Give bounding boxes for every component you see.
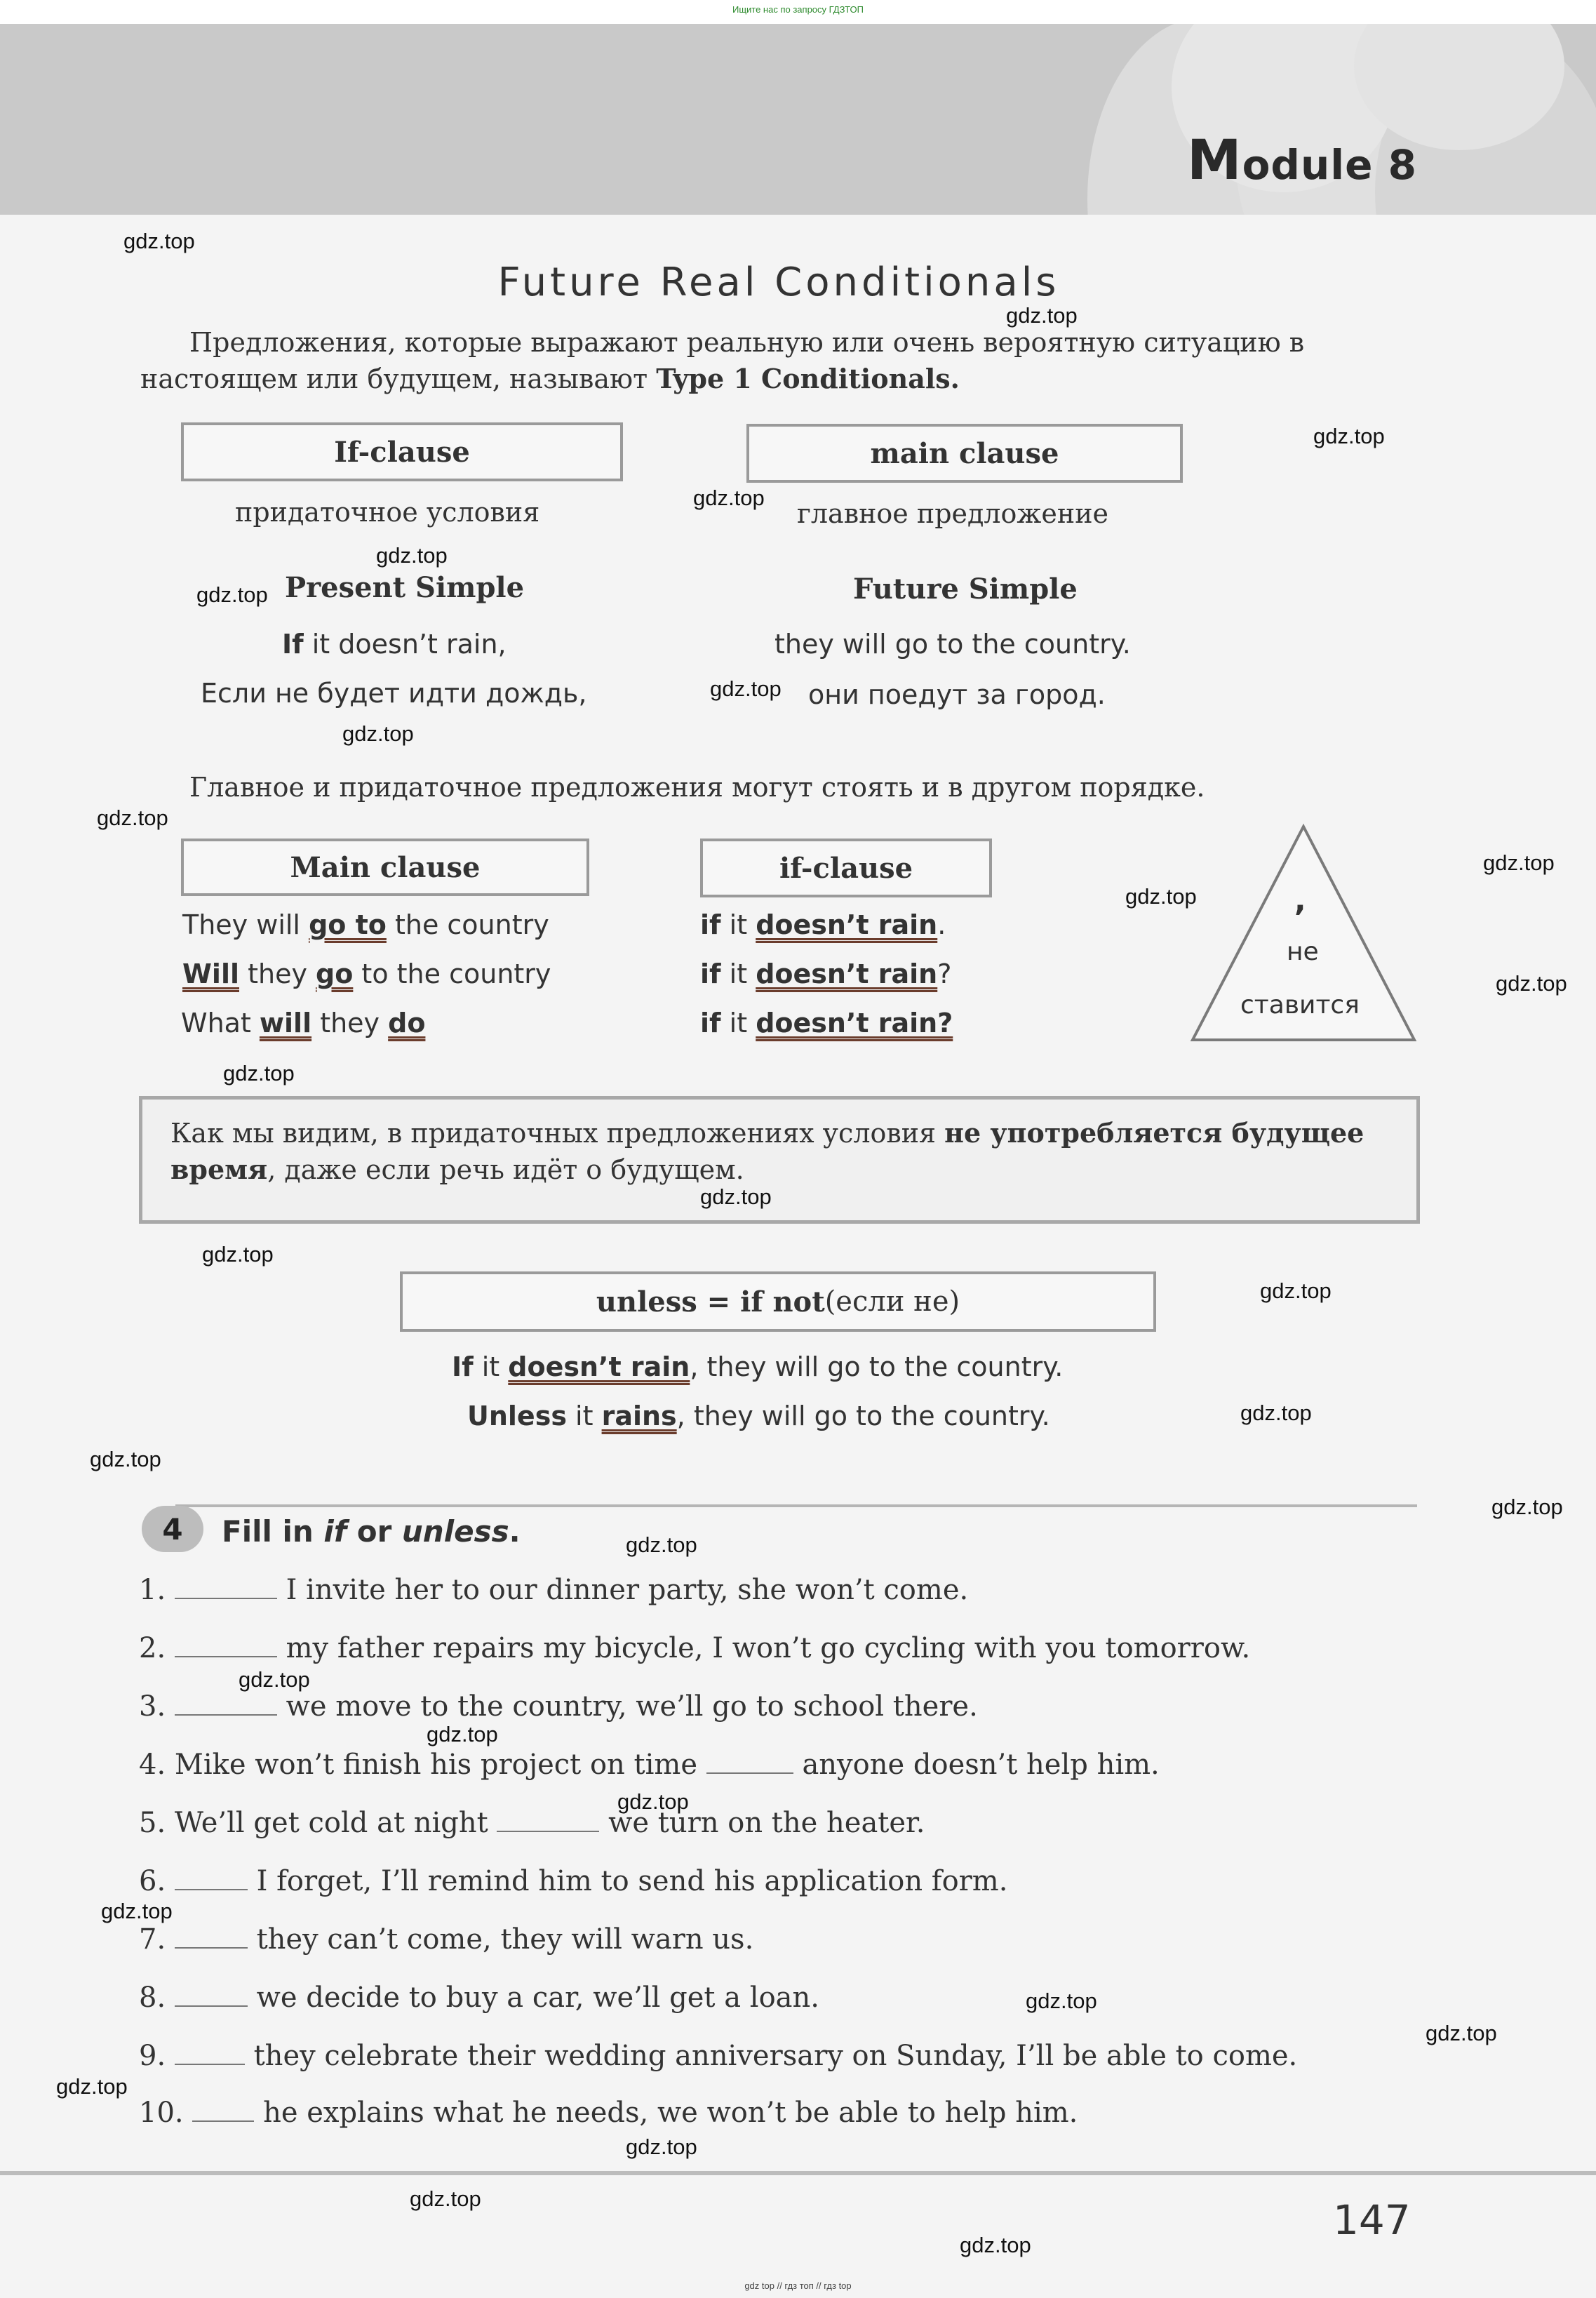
watermark: gdz.top: [202, 1242, 274, 1267]
exercise-item-10: 10. he explains what he needs, we won’t be able to help him.: [139, 2097, 1078, 2129]
exercise-divider: [175, 1504, 1417, 1507]
watermark: gdz.top: [376, 543, 448, 568]
example-row-2-main: Will they go to the country: [182, 958, 551, 989]
main-clause-box: main clause: [746, 424, 1183, 483]
present-simple-label: Present Simple: [285, 571, 525, 604]
watermark: gdz.top: [710, 676, 782, 701]
exercise-item-5: 5. We’ll get cold at night we turn on the heater.: [139, 1807, 925, 1839]
watermark: gdz.top: [427, 1722, 498, 1746]
triangle-text-stavitsya: ставится: [1240, 991, 1360, 1020]
future-simple-label: Future Simple: [853, 573, 1078, 606]
example-row-1-main: They will go to the country: [182, 909, 549, 940]
watermark: gdz.top: [101, 1899, 173, 1923]
watermark: gdz.top: [960, 2233, 1031, 2257]
watermark: gdz.top: [123, 229, 195, 253]
exercise-number-badge: 4: [142, 1506, 203, 1552]
watermark: gdz.top: [223, 1061, 295, 1085]
footer-note: gdz top // гдз топ // гдз top: [744, 2280, 852, 2291]
watermark: gdz.top: [196, 582, 268, 607]
main-example-ru: они поедут за город.: [808, 679, 1106, 710]
watermark: gdz.top: [410, 2186, 481, 2211]
if-clause-box: If-clause: [181, 422, 623, 481]
example-row-3-main: What will they do: [181, 1008, 426, 1038]
module-header: [0, 24, 1596, 215]
watermark: gdz.top: [239, 1667, 310, 1692]
watermark: gdz.top: [1125, 884, 1197, 909]
watermark: gdz.top: [1006, 303, 1078, 328]
if-clause-ru: придаточное условия: [235, 497, 540, 528]
watermark: gdz.top: [1496, 971, 1567, 996]
watermark: gdz.top: [97, 806, 168, 830]
watermark: gdz.top: [56, 2074, 128, 2099]
section-title: Future Real Conditionals: [497, 260, 1060, 305]
watermark: gdz.top: [1483, 850, 1555, 875]
watermark: gdz.top: [1026, 1989, 1097, 2013]
example-row-3-if: if it doesn’t rain?: [700, 1008, 953, 1038]
example-row-1-if: if it doesn’t rain.: [700, 909, 946, 940]
if-clause-box-2: if-clause: [700, 839, 992, 897]
triangle-comma: ,: [1294, 883, 1306, 918]
exercise-item-7: 7. they can’t come, they will warn us.: [139, 1923, 754, 1956]
watermark: gdz.top: [1491, 1495, 1563, 1519]
watermark: gdz.top: [1313, 424, 1385, 448]
top-note: Ищите нас по запросу ГДЗТОП: [732, 4, 864, 15]
unless-example-1: If it doesn’t rain, they will go to the country.: [452, 1351, 1064, 1382]
watermark: gdz.top: [693, 486, 765, 510]
unless-box: unless = if not (если не): [400, 1271, 1156, 1332]
example-row-2-if: if it doesn’t rain?: [700, 958, 952, 989]
intro-paragraph: Предложения, которые выражают реальную или очень вероятную ситуацию в настоящем или будущем, называют Type 1 Conditionals.: [140, 327, 1305, 394]
note-box: Как мы видим, в придаточных предложениях условия не употребляется будущее время, даже если речь идёт о будущем.: [139, 1096, 1420, 1224]
exercise-item-6: 6. I forget, I’ll remind him to send his application form.: [139, 1865, 1008, 1897]
watermark: gdz.top: [1240, 1401, 1312, 1425]
if-example-ru: Если не будет идти дождь,: [201, 678, 587, 709]
main-example: they will go to the country.: [774, 629, 1131, 660]
watermark: gdz.top: [626, 1532, 697, 1557]
watermark: gdz.top: [626, 2135, 697, 2159]
page-number: 147: [1333, 2196, 1411, 2244]
main-clause-box-2: Main clause: [181, 839, 589, 896]
watermark: gdz.top: [617, 1789, 689, 1814]
exercise-item-9: 9. they celebrate their wedding anniversary on Sunday, I’ll be able to come.: [139, 2040, 1298, 2072]
if-example: If it doesn’t rain,: [282, 629, 507, 660]
watermark: gdz.top: [1260, 1278, 1332, 1303]
unless-example-2: Unless it rains, they will go to the country.: [467, 1401, 1050, 1431]
exercise-item-8: 8. we decide to buy a car, we’ll get a loan.: [139, 1982, 819, 2014]
module-title: Module 8: [1186, 129, 1417, 192]
watermark: gdz.top: [1426, 2021, 1497, 2045]
exercise-item-3: 3. we move to the country, we’ll go to school there.: [139, 1690, 978, 1723]
watermark: gdz.top: [342, 721, 414, 746]
exercise-item-4: 4. Mike won’t finish his project on time anyone doesn’t help him.: [139, 1749, 1160, 1781]
watermark: gdz.top: [90, 1447, 161, 1471]
exercise-instruction: Fill in if or unless.: [222, 1514, 521, 1549]
main-clause-ru: главное предложение: [797, 498, 1109, 529]
watermark: gdz.top: [700, 1184, 772, 1209]
order-sentence: Главное и придаточное предложения могут стоять и в другом порядке.: [189, 772, 1205, 803]
exercise-item-1: 1. I invite her to our dinner party, she won’t come.: [139, 1574, 969, 1606]
triangle-text-ne: не: [1287, 937, 1319, 966]
exercise-item-2: 2. my father repairs my bicycle, I won’t go cycling with you tomorrow.: [139, 1632, 1251, 1664]
